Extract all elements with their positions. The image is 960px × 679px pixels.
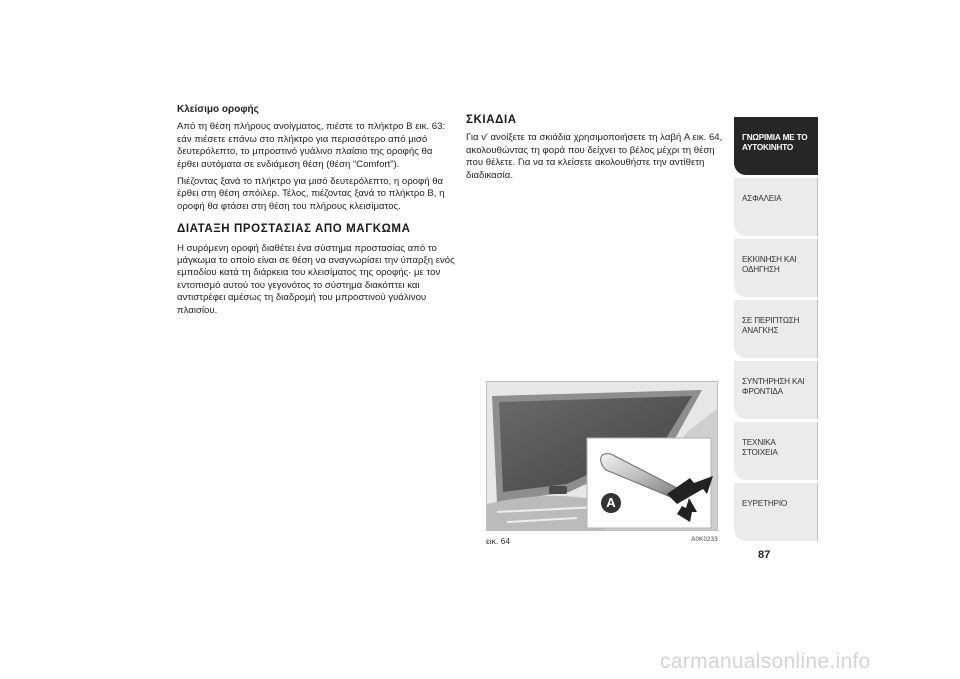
tab-label: ΑΣΦΑΛΕΙΑ (742, 194, 782, 203)
right-column (466, 114, 724, 187)
figure-caption (486, 536, 718, 548)
callout-label-a: A (606, 495, 616, 510)
tab-label: ΣΥΝΤΗΡΗΣΗ ΚΑΙ ΦΡΟΝΤΙΔΑ (742, 377, 805, 396)
watermark: carmanualsonline.info (660, 650, 871, 673)
tab-starting-and-driving[interactable] (734, 239, 818, 297)
tab-label: ΓΝΩΡΙΜΙΑ ΜΕ ΤΟ ΑΥΤΟΚΙΝΗΤΟ (742, 133, 808, 152)
page-number: 87 (758, 549, 771, 561)
tab-getting-to-know-car[interactable] (734, 117, 818, 175)
figure-number: εικ. 64 (486, 536, 511, 546)
tab-label: ΕΥΡΕΤΗΡΙΟ (742, 499, 788, 508)
tab-label: ΕΚΚΙΝΗΣΗ ΚΑΙ ΟΔΗΓΗΣΗ (742, 255, 797, 274)
tab-index[interactable] (734, 483, 818, 541)
left-column (177, 104, 455, 322)
sunshade-section-title: ΣΚΙΑΔΙΑ (466, 114, 517, 126)
roof-closing-paragraph-2: Πιέζοντας ξανά το πλήκτρο για μισό δευτερόλεπτο, η οροφή θα έρθει στη θέση σπόιλερ. Τέλος, πιέζοντας ξανά το πλήκτρο B, η οροφή θα φτάσει στη θέση του πλήρους κλεισίματος. (177, 176, 445, 212)
chapter-sidebar (734, 117, 818, 544)
sunshade-illustration (486, 381, 718, 531)
figure-code: A0K0233 (691, 537, 718, 543)
roof-closing-paragraph-1: Από τη θέση πλήρους ανοίγματος, πιέστε το πλήκτρο B εικ. 63: εάν πιέσετε επάνω στο πλήκτρο για περισσότερο από μισό δευτερόλεπτο, το μπροστινό γυάλινο πλαίσιο της οροφής θα έρθει αυτόματα σε ενδιάμεση θέση (θέση “Comfort”). (177, 121, 446, 170)
tab-safety[interactable] (734, 178, 818, 236)
roof-closing-subheading: Κλείσιμο οροφής (177, 104, 259, 115)
tab-label: ΣΕ ΠΕΡΙΠΤΩΣΗ ΑΝΑΓΚΗΣ (742, 316, 800, 335)
tab-technical-data[interactable] (734, 422, 818, 480)
tab-maintenance[interactable] (734, 361, 818, 419)
sunshade-paragraph: Για ν' ανοίξετε τα σκιάδια χρησιμοποιήσετε τη λαβή A εικ. 64, ακολουθώντας τη φορά που δείχνει το βέλος μέχρι τη θέση που θέλετε. Για να τα κλείσετε ακολουθήστε την αντίθετη διαδικασία. (466, 132, 723, 181)
tab-emergency[interactable] (734, 300, 818, 358)
anti-pinch-paragraph: Η συρόμενη οροφή διαθέτει ένα σύστημα προστασίας από το μάγκωμα το οποίο είναι σε θέση να αναγνωρίσει την ύπαρξη ενός εμποδίου κατά τη διάρκεια του κλεισίματος της οροφής· με τον εντοπισμό αυτού του γεγονότος το σύστημα διακόπτει και αντιστρέφει αμέσως τη διαδρομή του μπροστινού γυάλινου πλαισίου. (177, 242, 455, 316)
tab-label: ΤΕΧΝΙΚΑ ΣΤΟΙΧΕΙΑ (742, 438, 778, 457)
anti-pinch-section-title: ΔΙΑΤΑΞΗ ΠΡΟΣΤΑΣΙΑΣ ΑΠΟ ΜΑΓΚΩΜΑ (177, 223, 411, 236)
